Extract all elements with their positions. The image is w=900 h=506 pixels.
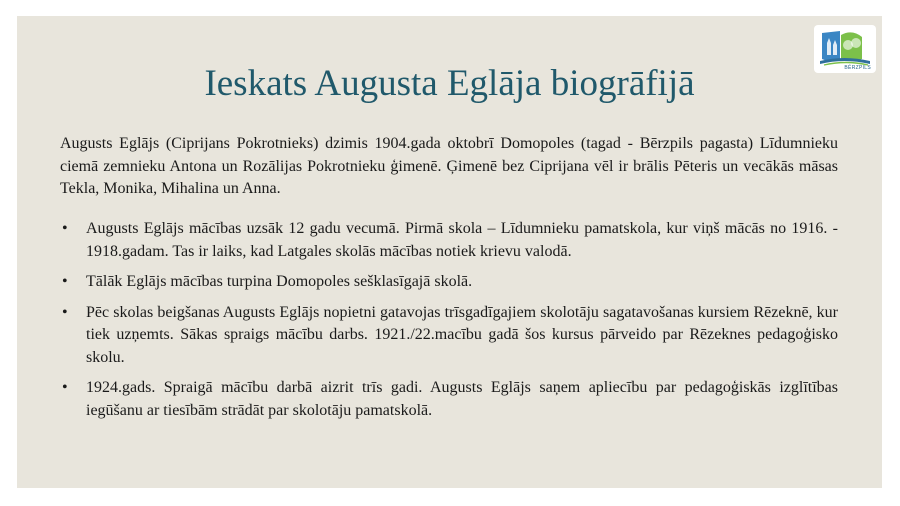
bullet-dot: • — [62, 273, 68, 290]
bullet-item — [60, 377, 838, 422]
bullet-item — [60, 271, 838, 294]
intro-paragraph: Augusts Eglājs (Ciprijans Pokrotnieks) dzimis 1904.gada oktobrī Domopoles (tagad - Bērzpils pagasta) Līdumnieku ciemā zemnieku Antona un Rozālijas Pokrotnieku ģimenē. Ģimenē bez Ciprijana vēl ir brālis Pēteris un vecākās māsas Tekla, Monika, Mihalina un Anna. — [60, 135, 838, 197]
bullet-text: Pēc skolas beigšanas Augusts Eglājs nopietni gatavojas trīsgadīgajiem skolotāju sagatavošanas kursiem Rēzeknē, kur tiek uzņemts. Sākas spraigs mācību darbs. 1921./22.macību gadā šos kursus pārveido par Rēzeknes pedagoģisko skolu. — [86, 303, 838, 366]
bullet-dot: • — [62, 220, 68, 237]
bullet-text: Augusts Eglājs mācības uzsāk 12 gadu vecumā. Pirmā skola – Līdumnieku pamatskola, kur viņš mācās no 1916. - 1918.gadam. Tas ir laiks, kad Latgales skolās mācības notiek krievu valodā. — [86, 220, 838, 260]
bullet-text: Tālāk Eglājs mācības turpina Domopoles sešklasīgajā skolā. — [86, 273, 473, 290]
bullet-item — [60, 302, 838, 370]
bullet-item — [60, 218, 838, 263]
bullet-dot: • — [62, 303, 68, 321]
bullet-dot: • — [62, 379, 68, 396]
bullet-text: 1924.gads. Spraigā mācību darbā aizrit trīs gadi. Augusts Eglājs saņem apliecību par pedagoģiskās izglītības iegūšanu ar tiesībām strādāt par skolotāju pamatskolā. — [86, 379, 838, 419]
slide-title: Ieskats Augusta Eglāja biogrāfijā — [204, 63, 695, 104]
bullet-list — [60, 218, 838, 430]
presentation-slide — [17, 16, 882, 488]
logo-text: BĒRZPILS — [844, 65, 871, 71]
